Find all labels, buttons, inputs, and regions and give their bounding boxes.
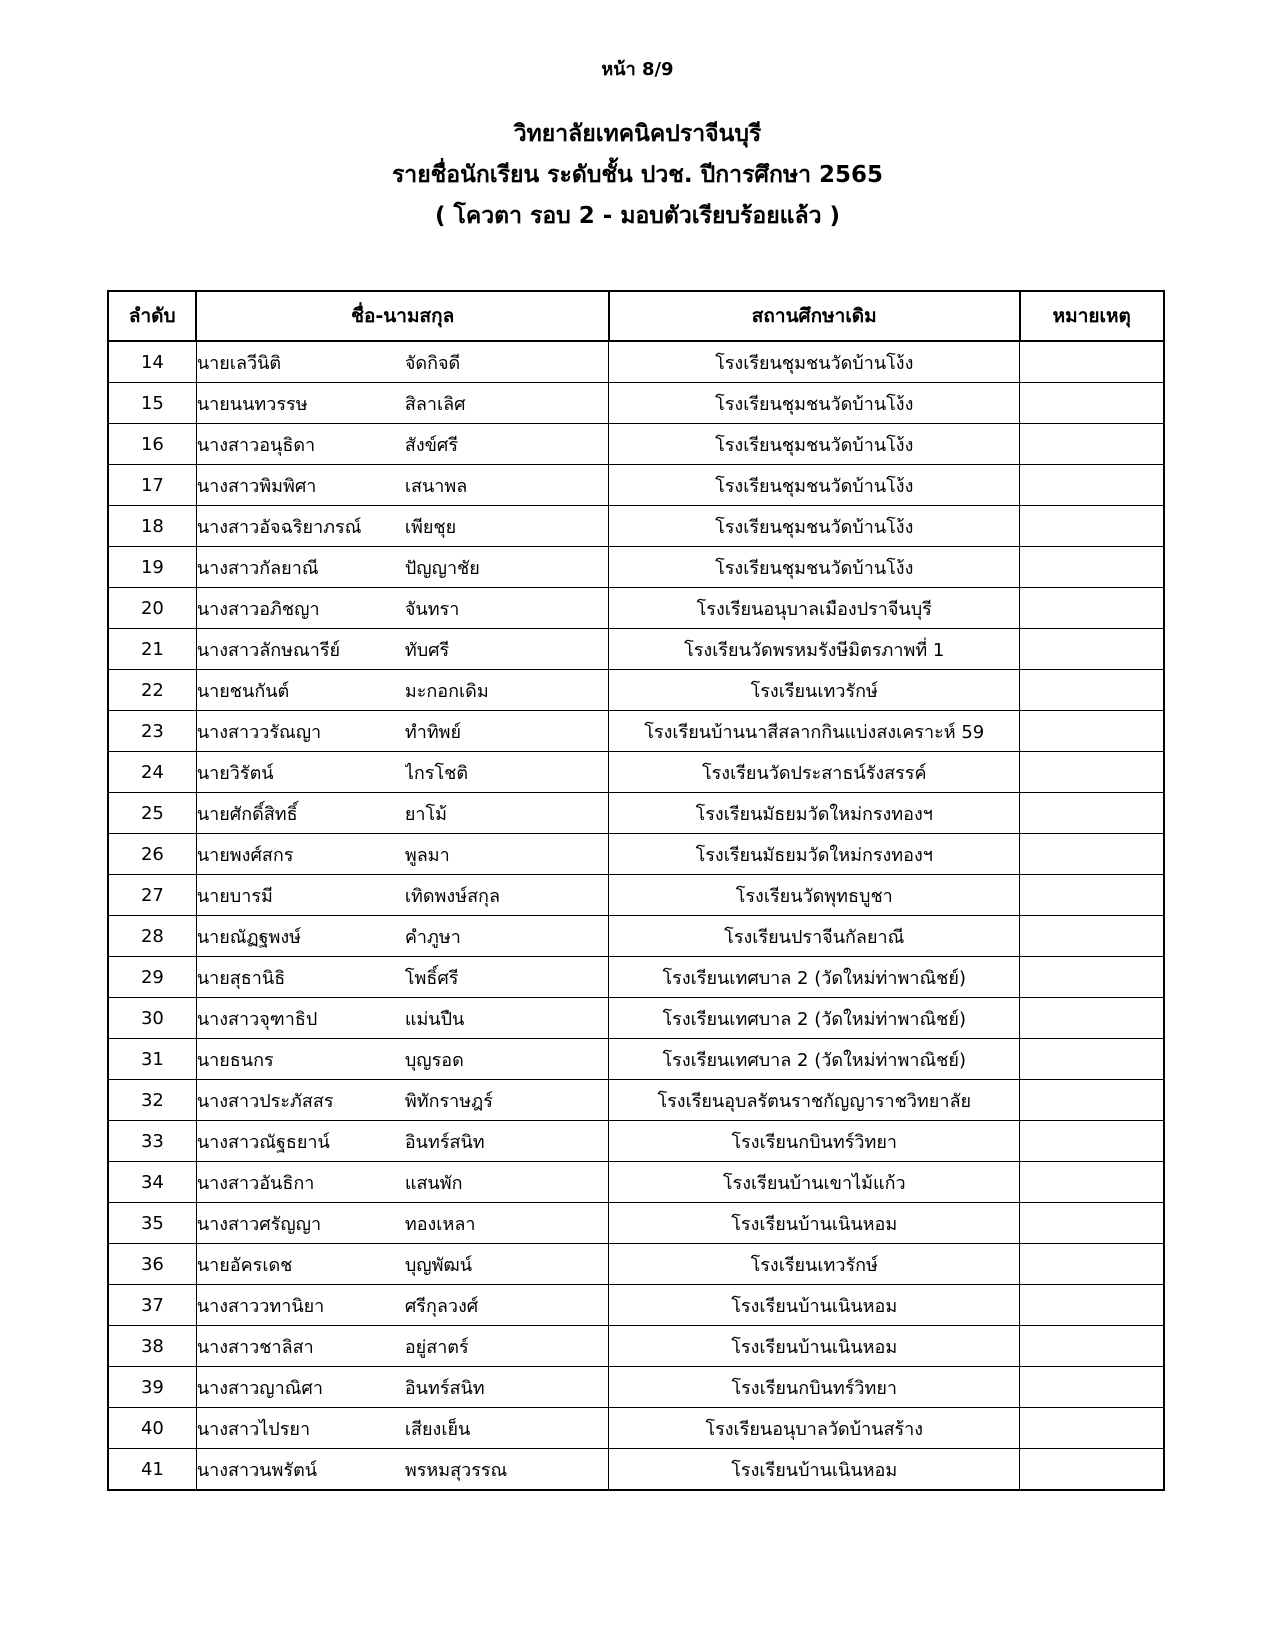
remark-cell [1020, 1080, 1164, 1121]
student-first-name: นายนนทวรรษ [196, 393, 308, 415]
student-first-name: นางสาวจุฑาธิป [196, 1008, 318, 1030]
student-first-name: นางสาวลักษณารีย์ [196, 639, 341, 661]
table-row [108, 1244, 1164, 1285]
student-name-cell [196, 1080, 609, 1121]
table-row [108, 547, 1164, 588]
row-number: 20 [108, 588, 196, 629]
student-first-name: นางสาวกัลยาณี [196, 557, 319, 579]
student-last-name: ทองเหลา [404, 1213, 476, 1235]
student-last-name: พรหมสุวรรณ [404, 1459, 508, 1481]
table-row [108, 916, 1164, 957]
table-row [108, 629, 1164, 670]
previous-school: โรงเรียนชุมชนวัดบ้านโง้ง [609, 424, 1020, 465]
student-name-cell [196, 506, 609, 547]
remark-cell [1020, 547, 1164, 588]
previous-school: โรงเรียนเทศบาล 2 (วัดใหม่ท่าพาณิชย์) [609, 957, 1020, 998]
row-number: 39 [108, 1367, 196, 1408]
student-last-name: โพธิ์ศรี [404, 967, 459, 989]
student-last-name: อินทร์สนิท [404, 1377, 485, 1399]
student-name-cell [196, 341, 609, 383]
row-number: 17 [108, 465, 196, 506]
row-number: 16 [108, 424, 196, 465]
remark-cell [1020, 629, 1164, 670]
table-row [108, 1162, 1164, 1203]
student-name-cell [196, 1121, 609, 1162]
row-number: 41 [108, 1449, 196, 1491]
remark-cell [1020, 957, 1164, 998]
previous-school: โรงเรียนวัดประสาธน์รังสรรค์ [609, 752, 1020, 793]
student-name-cell [196, 1367, 609, 1408]
column-header-name: ชื่อ-นามสกุล [196, 291, 609, 341]
student-name-cell [196, 670, 609, 711]
row-number: 14 [108, 341, 196, 383]
student-first-name: นางสาวอันธิกา [196, 1172, 315, 1194]
remark-cell [1020, 711, 1164, 752]
student-last-name: ศรีกุลวงศ์ [404, 1295, 479, 1317]
previous-school: โรงเรียนบ้านเนินหอม [609, 1203, 1020, 1244]
row-number: 32 [108, 1080, 196, 1121]
student-last-name: ยาโม้ [404, 803, 448, 825]
previous-school: โรงเรียนอนุบาลวัดบ้านสร้าง [609, 1408, 1020, 1449]
student-first-name: นายวิรัตน์ [196, 762, 274, 784]
previous-school: โรงเรียนชุมชนวัดบ้านโง้ง [609, 506, 1020, 547]
student-first-name: นายศักดิ์สิทธิ์ [196, 803, 298, 825]
student-first-name: นายณัฏฐพงษ์ [196, 926, 302, 948]
column-header-no: ลำดับ [108, 291, 196, 341]
student-last-name: ปัญญาชัย [404, 557, 480, 579]
remark-cell [1020, 465, 1164, 506]
previous-school: โรงเรียนเทวรักษ์ [609, 1244, 1020, 1285]
remark-cell [1020, 916, 1164, 957]
student-last-name: คำภูษา [404, 926, 461, 948]
student-first-name: นางสาววรัณญา [196, 721, 322, 743]
previous-school: โรงเรียนบ้านเนินหอม [609, 1285, 1020, 1326]
remark-cell [1020, 341, 1164, 383]
remark-cell [1020, 1449, 1164, 1491]
remark-cell [1020, 1285, 1164, 1326]
student-first-name: นายธนกร [196, 1049, 274, 1071]
remark-cell [1020, 875, 1164, 916]
previous-school: โรงเรียนกบินทร์วิทยา [609, 1367, 1020, 1408]
list-subtitle: ( โควตา รอบ 2 - มอบตัวเรียบร้อยแล้ว ) [434, 203, 841, 229]
previous-school: โรงเรียนมัธยมวัดใหม่กรงทองฯ [609, 834, 1020, 875]
row-number: 34 [108, 1162, 196, 1203]
row-number: 24 [108, 752, 196, 793]
student-first-name: นางสาวนพรัตน์ [196, 1459, 318, 1481]
student-last-name: พิทักราษฎร์ [404, 1090, 493, 1112]
student-name-cell [196, 1244, 609, 1285]
previous-school: โรงเรียนชุมชนวัดบ้านโง้ง [609, 383, 1020, 424]
student-name-cell [196, 547, 609, 588]
remark-cell [1020, 793, 1164, 834]
student-name-cell [196, 875, 609, 916]
row-number: 29 [108, 957, 196, 998]
remark-cell [1020, 588, 1164, 629]
student-first-name: นายพงศ์สกร [196, 844, 294, 866]
table-row [108, 506, 1164, 547]
student-first-name: นางสาวไปรยา [196, 1418, 311, 1440]
previous-school: โรงเรียนกบินทร์วิทยา [609, 1121, 1020, 1162]
previous-school: โรงเรียนปราจีนกัลยาณี [609, 916, 1020, 957]
previous-school: โรงเรียนบ้านเนินหอม [609, 1326, 1020, 1367]
student-last-name: เสนาพล [404, 475, 468, 497]
student-name-cell [196, 916, 609, 957]
table-row [108, 875, 1164, 916]
row-number: 19 [108, 547, 196, 588]
remark-cell [1020, 834, 1164, 875]
row-number: 40 [108, 1408, 196, 1449]
student-last-name: พูลมา [404, 844, 450, 866]
remark-cell [1020, 752, 1164, 793]
previous-school: โรงเรียนเทวรักษ์ [609, 670, 1020, 711]
student-name-cell [196, 998, 609, 1039]
student-first-name: นางสาวพิมพิศา [196, 475, 317, 497]
column-header-school: สถานศึกษาเดิม [609, 291, 1020, 341]
previous-school: โรงเรียนวัดพุทธบูชา [609, 875, 1020, 916]
previous-school: โรงเรียนเทศบาล 2 (วัดใหม่ท่าพาณิชย์) [609, 998, 1020, 1039]
table-body [108, 341, 1164, 1490]
remark-cell [1020, 1408, 1164, 1449]
student-name-cell [196, 383, 609, 424]
previous-school: โรงเรียนเทศบาล 2 (วัดใหม่ท่าพาณิชย์) [609, 1039, 1020, 1080]
student-last-name: เสียงเย็น [404, 1418, 471, 1440]
student-last-name: สังข์ศรี [404, 434, 459, 456]
previous-school: โรงเรียนชุมชนวัดบ้านโง้ง [609, 465, 1020, 506]
student-name-cell [196, 465, 609, 506]
table-row [108, 1367, 1164, 1408]
student-name-cell [196, 752, 609, 793]
previous-school: โรงเรียนอุบลรัตนราชกัญญาราชวิทยาลัย [609, 1080, 1020, 1121]
row-number: 37 [108, 1285, 196, 1326]
page-number: หน้า 8/9 [601, 59, 674, 80]
student-name-cell [196, 711, 609, 752]
student-name-cell [196, 1039, 609, 1080]
student-last-name: ไกรโชติ [404, 762, 469, 784]
remark-cell [1020, 383, 1164, 424]
row-number: 15 [108, 383, 196, 424]
student-name-cell [196, 588, 609, 629]
student-name-cell [196, 629, 609, 670]
table-row [108, 465, 1164, 506]
student-last-name: มะกอกเดิม [404, 680, 489, 702]
remark-cell [1020, 1244, 1164, 1285]
student-last-name: แสนพัก [404, 1172, 463, 1194]
student-first-name: นายบารมี [196, 885, 273, 907]
previous-school: โรงเรียนมัธยมวัดใหม่กรงทองฯ [609, 793, 1020, 834]
row-number: 23 [108, 711, 196, 752]
student-name-cell [196, 1285, 609, 1326]
previous-school: โรงเรียนอนุบาลเมืองปราจีนบุรี [609, 588, 1020, 629]
table-row [108, 1285, 1164, 1326]
student-name-cell [196, 1449, 609, 1491]
table-row [108, 1080, 1164, 1121]
table-row [108, 1203, 1164, 1244]
student-first-name: นางสาววทานิยา [196, 1295, 325, 1317]
previous-school: โรงเรียนบ้านเนินหอม [609, 1449, 1020, 1491]
student-last-name: แม่นปืน [404, 1008, 465, 1030]
student-name-cell [196, 793, 609, 834]
student-last-name: บุญรอด [404, 1049, 464, 1071]
table-row [108, 670, 1164, 711]
previous-school: โรงเรียนวัดพรหมรังษีมิตรภาพที่ 1 [609, 629, 1020, 670]
student-first-name: นายสุธานิธิ [196, 967, 286, 989]
row-number: 27 [108, 875, 196, 916]
student-first-name: นายเลวีนิติ [196, 352, 282, 374]
student-last-name: เทิดพงษ์สกุล [404, 885, 500, 907]
table-row [108, 752, 1164, 793]
table-row [108, 957, 1164, 998]
row-number: 21 [108, 629, 196, 670]
student-name-cell [196, 424, 609, 465]
college-name: วิทยาลัยเทคนิคปราจีนบุรี [513, 121, 762, 147]
student-last-name: อินทร์สนิท [404, 1131, 485, 1153]
student-last-name: เพียชุย [404, 516, 457, 538]
remark-cell [1020, 670, 1164, 711]
table-row [108, 1326, 1164, 1367]
previous-school: โรงเรียนชุมชนวัดบ้านโง้ง [609, 341, 1020, 383]
row-number: 18 [108, 506, 196, 547]
table-row [108, 341, 1164, 383]
remark-cell [1020, 1162, 1164, 1203]
table-row [108, 1121, 1164, 1162]
previous-school: โรงเรียนบ้านนาสีสลากกินแบ่งสงเคราะห์ 59 [609, 711, 1020, 752]
remark-cell [1020, 1039, 1164, 1080]
row-number: 22 [108, 670, 196, 711]
table-row [108, 793, 1164, 834]
row-number: 38 [108, 1326, 196, 1367]
remark-cell [1020, 1121, 1164, 1162]
student-first-name: นางสาวอภิชญา [196, 598, 320, 620]
student-first-name: นางสาวณัฐธยาน์ [196, 1131, 330, 1153]
student-name-cell [196, 1203, 609, 1244]
table-row [108, 711, 1164, 752]
student-last-name: ทำทิพย์ [404, 721, 462, 743]
student-last-name: จันทรา [404, 598, 460, 620]
student-last-name: ทับศรี [404, 639, 450, 661]
table-row [108, 1408, 1164, 1449]
previous-school: โรงเรียนบ้านเขาไม้แก้ว [609, 1162, 1020, 1203]
table-row [108, 588, 1164, 629]
row-number: 25 [108, 793, 196, 834]
student-name-cell [196, 834, 609, 875]
student-first-name: นางสาวญาณิศา [196, 1377, 323, 1399]
student-name-cell [196, 957, 609, 998]
remark-cell [1020, 1326, 1164, 1367]
student-last-name: อยู่สาตร์ [404, 1336, 469, 1358]
previous-school: โรงเรียนชุมชนวัดบ้านโง้ง [609, 547, 1020, 588]
table-row [108, 383, 1164, 424]
student-first-name: นางสาวชาลิสา [196, 1336, 314, 1358]
student-first-name: นายอัครเดช [196, 1254, 293, 1276]
row-number: 28 [108, 916, 196, 957]
document-header [0, 114, 1275, 237]
list-title: รายชื่อนักเรียน ระดับชั้น ปวช. ปีการศึกษา 2565 [391, 162, 884, 188]
remark-cell [1020, 1367, 1164, 1408]
row-number: 33 [108, 1121, 196, 1162]
remark-cell [1020, 1203, 1164, 1244]
student-first-name: นางสาวประภัสสร [196, 1090, 334, 1112]
row-number: 26 [108, 834, 196, 875]
student-first-name: นางสาวอัจฉริยาภรณ์ [196, 516, 362, 538]
student-name-cell [196, 1408, 609, 1449]
student-table [107, 290, 1165, 1491]
column-header-note: หมายเหตุ [1020, 291, 1164, 341]
table-row [108, 998, 1164, 1039]
table-row [108, 1449, 1164, 1491]
table-row [108, 424, 1164, 465]
row-number: 31 [108, 1039, 196, 1080]
remark-cell [1020, 506, 1164, 547]
student-name-cell [196, 1162, 609, 1203]
remark-cell [1020, 998, 1164, 1039]
student-first-name: นางสาวอนุธิดา [196, 434, 316, 456]
table-row [108, 1039, 1164, 1080]
student-last-name: บุญพัฒน์ [404, 1254, 473, 1276]
table-header-row [108, 291, 1164, 341]
student-first-name: นายชนกันต์ [196, 680, 290, 702]
student-last-name: จัดกิจดี [404, 352, 461, 374]
row-number: 35 [108, 1203, 196, 1244]
remark-cell [1020, 424, 1164, 465]
row-number: 36 [108, 1244, 196, 1285]
student-last-name: สิลาเลิศ [404, 393, 466, 415]
table-row [108, 834, 1164, 875]
row-number: 30 [108, 998, 196, 1039]
student-first-name: นางสาวศรัญญา [196, 1213, 322, 1235]
student-name-cell [196, 1326, 609, 1367]
